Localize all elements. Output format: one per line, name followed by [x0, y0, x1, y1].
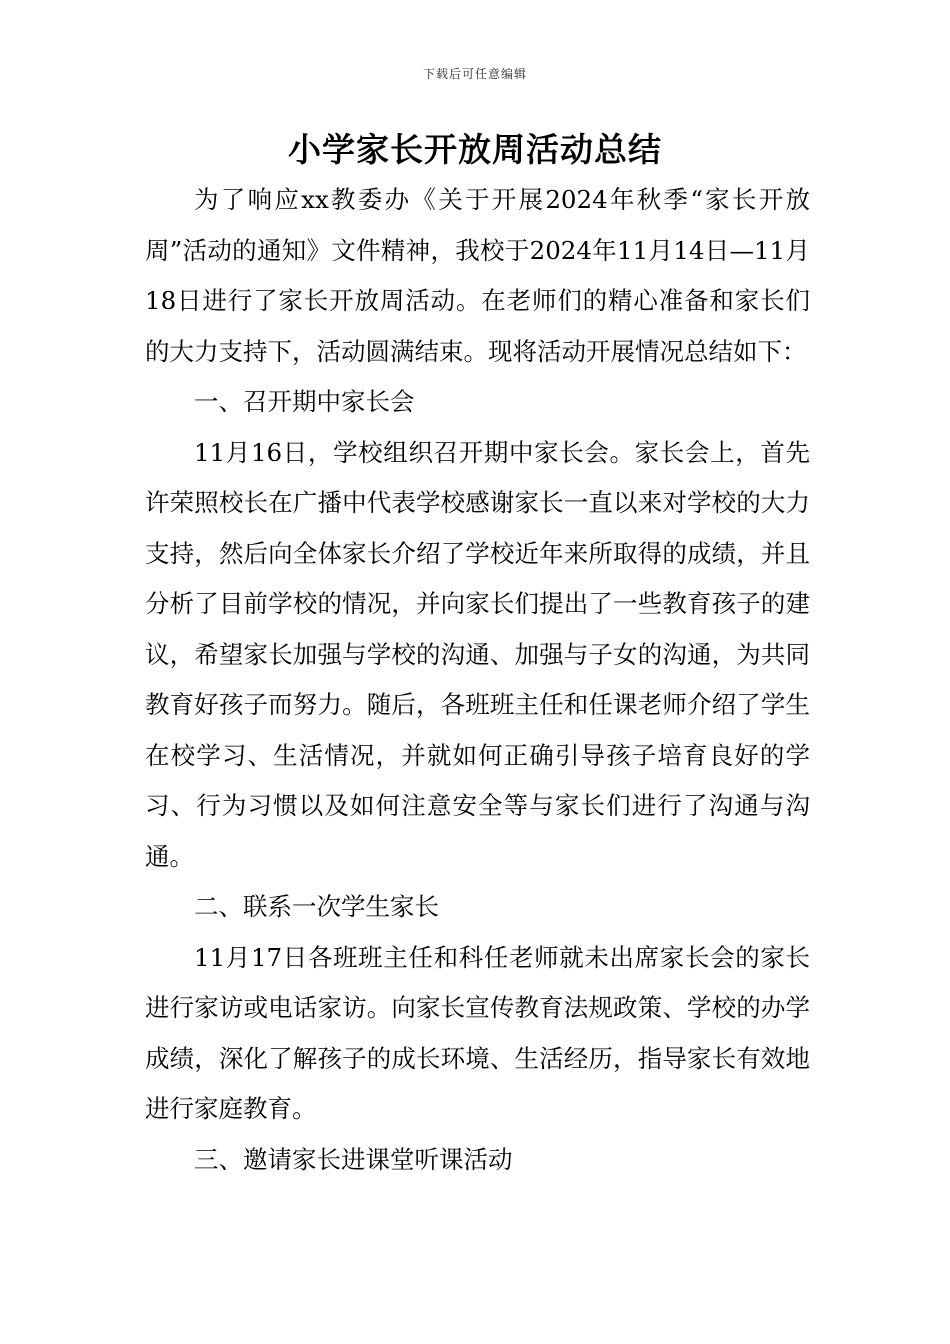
document-title: 小学家长开放周活动总结 [288, 130, 662, 169]
intro-paragraph: 为了响应xx教委办《关于开展2024年秋季“家长开放周”活动的通知》文件精神，我校于2024年11月14日—11月18日进行了家长开放周活动。在老师们的精心准备和家长们的大力支持下，活动圆满结束。现将活动开展情况总结如下： [145, 185, 810, 366]
section-heading-3: 三、邀请家长进课堂听课活动 [194, 1144, 513, 1174]
section-paragraph-1: 11月16日，学校组织召开期中家长会。家长会上，首先许荣照校长在广播中代表学校感谢家长一直以来对学校的大力支持，然后向全体家长介绍了学校近年来所取得的成绩，并且分析了目前学校的情况，并向家长们提出了一些教育孩子的建议，希望家长加强与学校的沟通、加强与子女的沟通，为共同教育好孩子而努力。随后，各班班主任和任课老师介绍了学生在校学习、生活情况，并就如何正确引导孩子培育良好的学习、行为习惯以及如何注意安全等与家长们进行了沟通与沟通。 [145, 437, 810, 871]
header-note: 下载后可任意编辑 [422, 67, 527, 81]
document-body [145, 175, 810, 1185]
section-heading-2: 二、联系一次学生家长 [194, 892, 439, 921]
section-paragraph-2: 11月17日各班班主任和科任老师就未出席家长会的家长进行家访或电话家访。向家长宣传教育法规政策、学校的办学成绩，深化了解孩子的成长环境、生活经历，指导家长有效地进行家庭教育。 [145, 942, 810, 1123]
section-heading-1: 一、召开期中家长会 [194, 387, 415, 416]
